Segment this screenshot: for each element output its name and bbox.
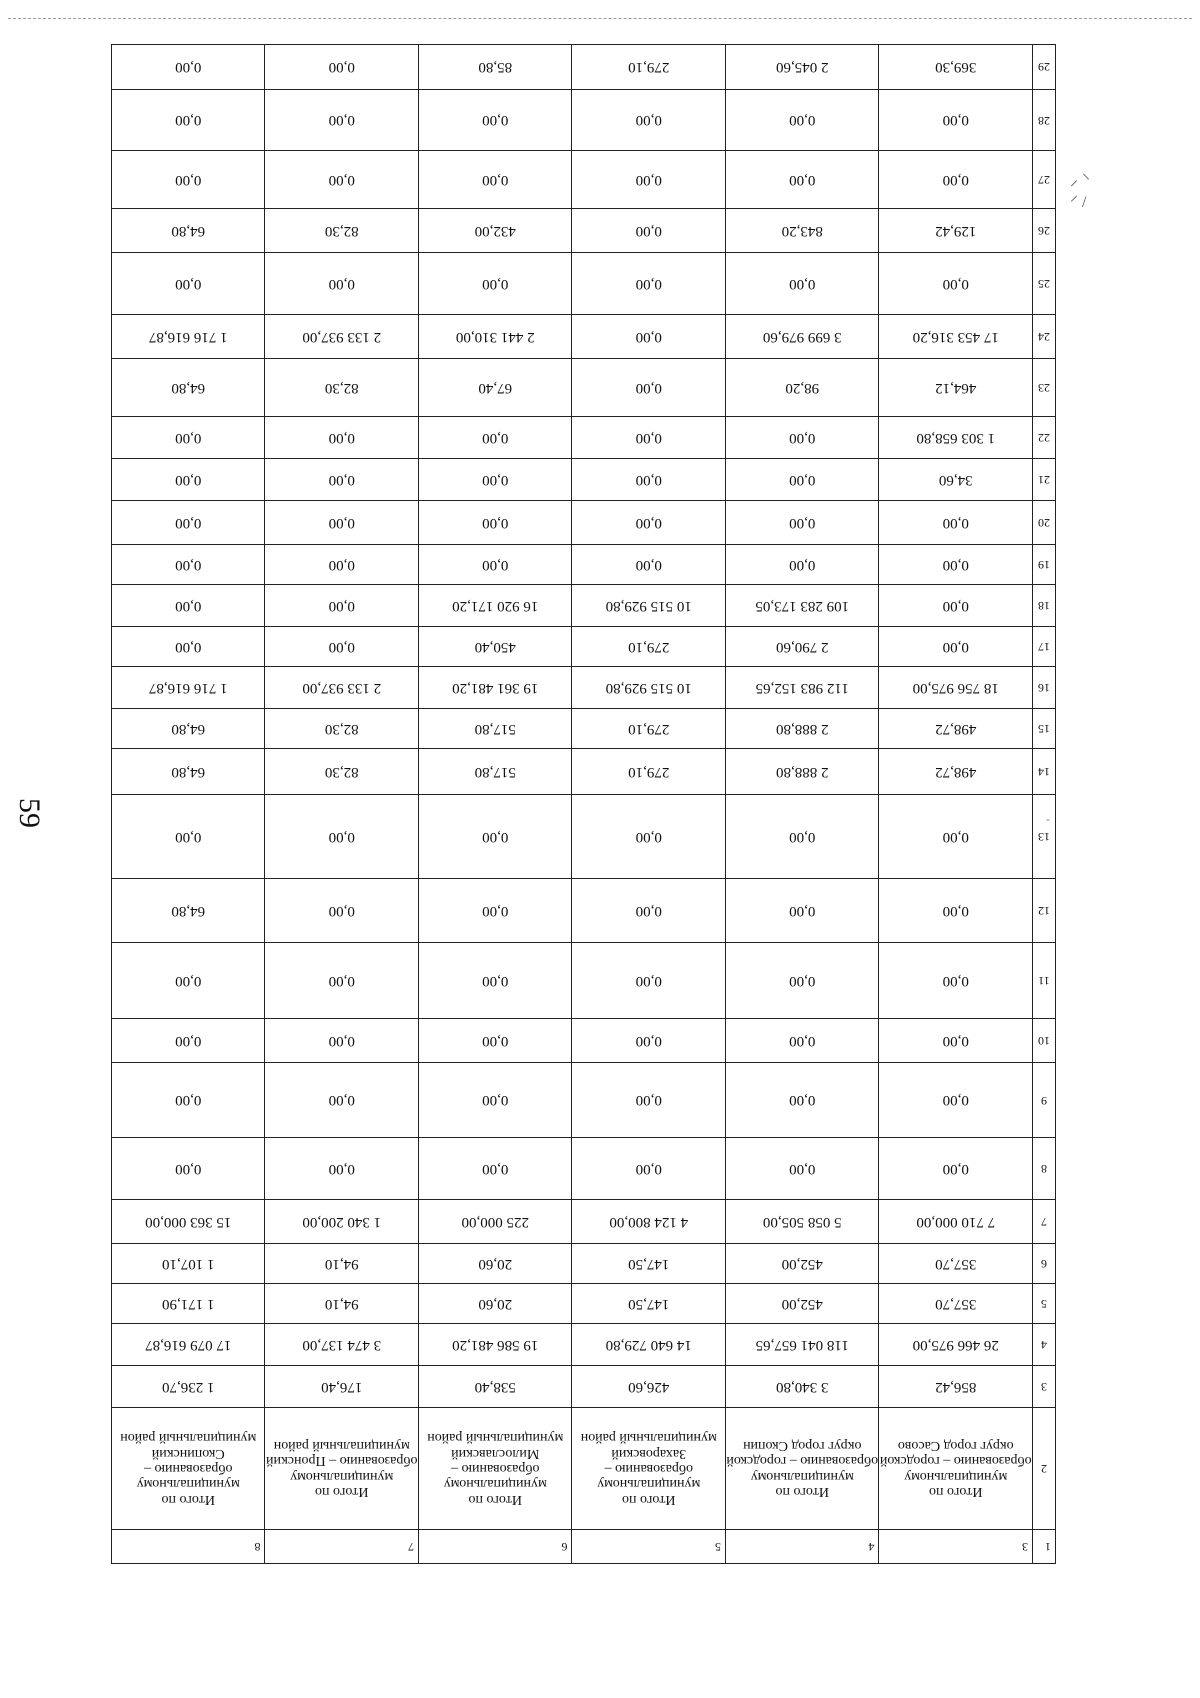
value-cell: 0,00 [112, 253, 266, 315]
table-row [112, 359, 1056, 417]
value-cell: 64,80 [112, 208, 266, 252]
row-number-cell: 13 [1033, 795, 1056, 879]
value-cell: 0,00 [572, 545, 726, 585]
value-cell: 112 983 152,65 [726, 666, 880, 708]
value-cell: 0,00 [265, 943, 419, 1018]
value-cell: 1 107,10 [112, 1244, 266, 1284]
value-cell: 82,30 [265, 208, 419, 252]
value-cell: 0,00 [879, 1138, 1033, 1200]
value-cell: 118 041 657,65 [726, 1323, 880, 1365]
value-cell: 64,80 [112, 708, 266, 748]
value-cell: 176,40 [265, 1366, 419, 1408]
table-row [112, 1323, 1056, 1365]
value-cell: 0,00 [419, 1138, 573, 1200]
value-cell: 3 699 979,60 [726, 315, 880, 359]
column-number-cell: 6 [419, 1529, 573, 1563]
value-cell: 0,00 [112, 795, 266, 879]
value-cell: 0,00 [112, 458, 266, 500]
value-cell: 0,00 [112, 1062, 266, 1137]
row-number-cell: 7 [1033, 1200, 1056, 1244]
row-number-cell: 18 [1033, 585, 1056, 627]
value-cell: 2 133 937,00 [265, 315, 419, 359]
table-row [112, 1200, 1056, 1244]
table-row [112, 89, 1056, 151]
table-row [112, 208, 1056, 252]
column-number-cell: 7 [265, 1529, 419, 1563]
row-number-cell: 22 [1033, 416, 1056, 458]
table-row [112, 708, 1056, 748]
value-cell: 1 716 616,87 [112, 666, 266, 708]
value-cell: 82,30 [265, 359, 419, 417]
value-cell: 98,20 [726, 359, 880, 417]
value-cell: 20,60 [419, 1284, 573, 1324]
value-cell: 0,00 [572, 89, 726, 151]
value-cell: 357,70 [879, 1244, 1033, 1284]
row-number-cell: 16 [1033, 666, 1056, 708]
value-cell: 15 363 000,00 [112, 1200, 266, 1244]
value-cell: 0,00 [265, 627, 419, 667]
row-number-cell: 20 [1033, 501, 1056, 545]
value-cell: 1 340 200,00 [265, 1200, 419, 1244]
value-cell: 279,10 [572, 627, 726, 667]
table-row [112, 748, 1056, 794]
value-cell: 3 340,80 [726, 1366, 880, 1408]
value-cell: 2 790,60 [726, 627, 880, 667]
row-number-cell: 9 [1033, 1062, 1056, 1137]
value-cell: 0,00 [572, 501, 726, 545]
value-cell: 5 058 505,00 [726, 1200, 880, 1244]
value-cell: 17 453 316,20 [879, 315, 1033, 359]
value-cell: 4 124 800,00 [572, 1200, 726, 1244]
row-number-cell: 2 [1033, 1408, 1056, 1530]
municipality-name-cell: Итого по муниципальному образованию – Скопинский муниципальный район [112, 1408, 266, 1530]
value-cell: 464,12 [879, 359, 1033, 417]
value-cell: 26 466 975,00 [879, 1323, 1033, 1365]
row-number-cell: 25 [1033, 253, 1056, 315]
row-number-cell: 4 [1033, 1323, 1056, 1365]
value-cell: 279,10 [572, 45, 726, 90]
row-number-cell: 14 [1033, 748, 1056, 794]
row-number-cell: 27 [1033, 151, 1056, 209]
value-cell: 0,00 [112, 545, 266, 585]
value-cell: 498,72 [879, 708, 1033, 748]
value-cell: 16 920 171,20 [419, 585, 573, 627]
value-cell: 0,00 [572, 151, 726, 209]
value-cell: 0,00 [265, 1138, 419, 1200]
table-row [112, 666, 1056, 708]
row-number-cell: 11 [1033, 943, 1056, 1018]
table-row [112, 627, 1056, 667]
value-cell: 0,00 [726, 1062, 880, 1137]
table-row [112, 943, 1056, 1018]
value-cell: 129,42 [879, 208, 1033, 252]
value-cell: 20,60 [419, 1244, 573, 1284]
value-cell: 0,00 [112, 1018, 266, 1062]
value-cell: 2 441 310,00 [419, 315, 573, 359]
value-cell: 0,00 [112, 943, 266, 1018]
value-cell: 82,30 [265, 748, 419, 794]
table-row [112, 879, 1056, 943]
value-cell: 0,00 [419, 795, 573, 879]
value-cell: 538,40 [419, 1366, 573, 1408]
row-number-cell: 15 [1033, 708, 1056, 748]
value-cell: 432,00 [419, 208, 573, 252]
value-cell: 0,00 [265, 458, 419, 500]
value-cell: 0,00 [419, 458, 573, 500]
value-cell: 0,00 [726, 943, 880, 1018]
value-cell: 0,00 [879, 253, 1033, 315]
value-cell: 0,00 [112, 89, 266, 151]
value-cell: 225 000,00 [419, 1200, 573, 1244]
value-cell: 0,00 [726, 795, 880, 879]
value-cell: 0,00 [265, 1062, 419, 1137]
value-cell: 0,00 [726, 1138, 880, 1200]
value-cell: 1 716 616,87 [112, 315, 266, 359]
row-number-cell: 24 [1033, 315, 1056, 359]
value-cell: 0,00 [112, 45, 266, 90]
row-number-cell: 6 [1033, 1244, 1056, 1284]
municipality-name-cell: Итого по муниципальному образованию – городской округ город Сасово [879, 1408, 1033, 1530]
table-row [112, 1244, 1056, 1284]
table-body [112, 45, 1056, 1564]
value-cell: 0,00 [572, 458, 726, 500]
value-cell: 0,00 [572, 879, 726, 943]
value-cell: 0,00 [572, 359, 726, 417]
value-cell: 0,00 [726, 879, 880, 943]
column-number-cell: 8 [112, 1529, 266, 1563]
value-cell: 517,80 [419, 708, 573, 748]
value-cell: 10 515 929,80 [572, 585, 726, 627]
value-cell: 0,00 [265, 45, 419, 90]
value-cell: 109 283 173,05 [726, 585, 880, 627]
value-cell: 0,00 [265, 545, 419, 585]
value-cell: 279,10 [572, 748, 726, 794]
column-number-cell: 4 [726, 1529, 880, 1563]
municipality-name-cell: Итого по муниципальному образованию – Милославский муниципальный район [419, 1408, 573, 1530]
value-cell: 67,40 [419, 359, 573, 417]
municipality-name-cell: Итого по муниципальному образованию – Пронский муниципальный район [265, 1408, 419, 1530]
column-number-cell: 3 [879, 1529, 1033, 1563]
row-number-cell: 5 [1033, 1284, 1056, 1324]
row-number-cell: 29 [1033, 45, 1056, 90]
table-row [112, 1018, 1056, 1062]
page-number: 59 [13, 798, 46, 828]
value-cell: 0,00 [572, 208, 726, 252]
value-cell: 0,00 [572, 1018, 726, 1062]
value-cell: 1 236,70 [112, 1366, 266, 1408]
value-cell: 0,00 [879, 151, 1033, 209]
value-cell: 0,00 [265, 151, 419, 209]
value-cell: 0,00 [419, 501, 573, 545]
value-cell: 3 474 137,00 [265, 1323, 419, 1365]
row-number-cell: 8 [1033, 1138, 1056, 1200]
value-cell: 0,00 [419, 253, 573, 315]
table-row [112, 416, 1056, 458]
value-cell: 64,80 [112, 359, 266, 417]
table-row [112, 151, 1056, 209]
table-row [112, 795, 1056, 879]
value-cell: 0,00 [572, 416, 726, 458]
row-number-cell: 28 [1033, 89, 1056, 151]
value-cell: 0,00 [726, 151, 880, 209]
row-number-cell: 10 [1033, 1018, 1056, 1062]
value-cell: 0,00 [419, 1062, 573, 1137]
table-row [112, 1138, 1056, 1200]
rotated-table-container [111, 44, 1056, 1564]
table-row [112, 1284, 1056, 1324]
value-cell: 14 640 729,80 [572, 1323, 726, 1365]
value-cell: 0,00 [572, 795, 726, 879]
value-cell: 7 710 000,00 [879, 1200, 1033, 1244]
value-cell: 94,10 [265, 1284, 419, 1324]
municipality-name-cell: Итого по муниципальному образованию – Захаровский муниципальный район [572, 1408, 726, 1530]
value-cell: 0,00 [879, 1018, 1033, 1062]
value-cell: 0,00 [419, 1018, 573, 1062]
value-cell: 0,00 [726, 501, 880, 545]
value-cell: 0,00 [419, 545, 573, 585]
table-row [112, 458, 1056, 500]
value-cell: 452,00 [726, 1244, 880, 1284]
value-cell: 357,70 [879, 1284, 1033, 1324]
row-number-cell: 23 [1033, 359, 1056, 417]
row-number-cell: 12 [1033, 879, 1056, 943]
value-cell: 450,40 [419, 627, 573, 667]
row-number-cell: 17 [1033, 627, 1056, 667]
value-cell: 0,00 [112, 501, 266, 545]
value-cell: 82,30 [265, 708, 419, 748]
value-cell: 0,00 [726, 1018, 880, 1062]
value-cell: 0,00 [572, 1138, 726, 1200]
value-cell: 19 586 481,20 [419, 1323, 573, 1365]
value-cell: 843,20 [726, 208, 880, 252]
value-cell: 19 361 481,20 [419, 666, 573, 708]
value-cell: 0,00 [726, 545, 880, 585]
row-number-cell: 19 [1033, 545, 1056, 585]
value-cell: 0,00 [879, 943, 1033, 1018]
column-number-cell: 1 [1033, 1529, 1056, 1563]
value-cell: 0,00 [572, 943, 726, 1018]
table-row [112, 1062, 1056, 1137]
value-cell: 2 045,60 [726, 45, 880, 90]
value-cell: 0,00 [572, 253, 726, 315]
value-cell: 279,10 [572, 708, 726, 748]
value-cell: 426,60 [572, 1366, 726, 1408]
value-cell: 0,00 [726, 458, 880, 500]
value-cell: 1 303 658,80 [879, 416, 1033, 458]
margin-tick: - [1046, 812, 1050, 826]
value-cell: 64,80 [112, 748, 266, 794]
value-cell: 0,00 [265, 253, 419, 315]
table-row [112, 253, 1056, 315]
value-cell: 2 133 937,00 [265, 666, 419, 708]
value-cell: 0,00 [265, 89, 419, 151]
value-cell: 0,00 [265, 416, 419, 458]
value-cell: 34,60 [879, 458, 1033, 500]
table-row [112, 585, 1056, 627]
data-table [111, 44, 1056, 1564]
value-cell: 94,10 [265, 1244, 419, 1284]
value-cell: 147,50 [572, 1244, 726, 1284]
table-row [112, 545, 1056, 585]
value-cell: 0,00 [879, 545, 1033, 585]
value-cell: 0,00 [879, 795, 1033, 879]
value-cell: 0,00 [572, 1062, 726, 1137]
row-number-cell: 26 [1033, 208, 1056, 252]
value-cell: 85,80 [419, 45, 573, 90]
value-cell: 0,00 [879, 627, 1033, 667]
value-cell: 517,80 [419, 748, 573, 794]
value-cell: 0,00 [879, 879, 1033, 943]
value-cell: 0,00 [879, 89, 1033, 151]
value-cell: 856,42 [879, 1366, 1033, 1408]
table-row [112, 501, 1056, 545]
value-cell: 0,00 [879, 585, 1033, 627]
value-cell: 64,80 [112, 879, 266, 943]
value-cell: 0,00 [112, 627, 266, 667]
value-cell: 0,00 [419, 151, 573, 209]
value-cell: 0,00 [265, 795, 419, 879]
value-cell: 2 888,80 [726, 708, 880, 748]
value-cell: 0,00 [726, 416, 880, 458]
value-cell: 0,00 [112, 416, 266, 458]
table-row [112, 1408, 1056, 1530]
column-number-row [112, 1529, 1056, 1563]
table-row [112, 45, 1056, 90]
value-cell: 0,00 [112, 151, 266, 209]
value-cell: 0,00 [572, 315, 726, 359]
value-cell: 0,00 [419, 89, 573, 151]
value-cell: 1 171,90 [112, 1284, 266, 1324]
value-cell: 17 079 616,87 [112, 1323, 266, 1365]
row-number-cell: 3 [1033, 1366, 1056, 1408]
table-row [112, 1366, 1056, 1408]
value-cell: 0,00 [419, 943, 573, 1018]
value-cell: 0,00 [879, 1062, 1033, 1137]
value-cell: 0,00 [726, 253, 880, 315]
value-cell: 498,72 [879, 748, 1033, 794]
value-cell: 0,00 [112, 585, 266, 627]
value-cell: 10 515 929,80 [572, 666, 726, 708]
row-number-cell: 21 [1033, 458, 1056, 500]
value-cell: 0,00 [419, 416, 573, 458]
value-cell: 0,00 [265, 501, 419, 545]
value-cell: 0,00 [112, 1138, 266, 1200]
value-cell: 0,00 [265, 1018, 419, 1062]
value-cell: 0,00 [265, 879, 419, 943]
table-row [112, 315, 1056, 359]
value-cell: 0,00 [879, 501, 1033, 545]
municipality-name-cell: Итого по муниципальному образованию – городской округ город Скопин [726, 1408, 880, 1530]
value-cell: 18 756 975,00 [879, 666, 1033, 708]
value-cell: 0,00 [419, 879, 573, 943]
margin-marks: ⸝ ⸌ ⸍ / [1069, 172, 1090, 211]
value-cell: 0,00 [726, 89, 880, 151]
value-cell: 147,50 [572, 1284, 726, 1324]
value-cell: 0,00 [265, 585, 419, 627]
value-cell: 369,30 [879, 45, 1033, 90]
value-cell: 452,00 [726, 1284, 880, 1324]
value-cell: 2 888,80 [726, 748, 880, 794]
column-number-cell: 5 [572, 1529, 726, 1563]
scan-edge-line [8, 18, 1192, 19]
